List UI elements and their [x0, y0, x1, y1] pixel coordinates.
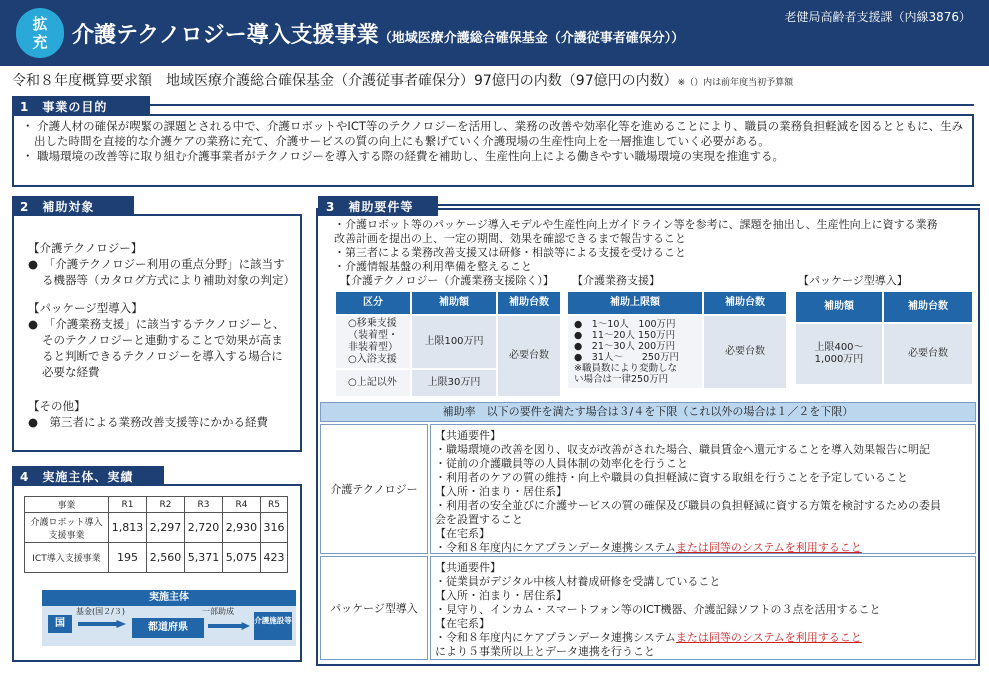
purpose-bullet-2: ・ 職場環境の改善等に取り組む介護事業者がテクノロジーを導入する際の経費を補助し、生産性向上による働きやすい職場環境の実現を推進する。	[22, 149, 784, 163]
results-header-cell: R5	[260, 497, 287, 513]
t2-amount-line: い場合は一律250万円	[574, 374, 669, 385]
t1-header-count: 補助台数	[498, 292, 560, 314]
t2-amount-line: ※職員数により変動しな	[574, 363, 677, 374]
t1-cat1-line: （装着型・	[348, 330, 398, 341]
budget-note: ※（）内は前年度当初予算額	[677, 78, 794, 88]
section3-rule	[438, 204, 980, 206]
req-tech-last-text: ・令和８年度内にケアプランデータ連携システム	[435, 541, 676, 554]
req-pkg-last	[435, 631, 975, 645]
section1-box	[12, 114, 974, 187]
target-heading-tech: 【介護テクノロジー】	[28, 241, 143, 255]
results-header-cell: R3	[184, 497, 222, 513]
flow-country: 国	[48, 615, 72, 633]
req-intro-3: ・第三者による業務改善支援又は研修・相談等による支援を受けること	[334, 246, 686, 259]
req-pkg-line: 【入所・泊まり・居住系】	[435, 589, 567, 602]
t2-header-amount: 補助上限額	[568, 292, 702, 314]
purpose-bullet-1: ・ 介護人材の確保が喫緊の課題とされる中で、介護ロボットやICT等のテクノロジーを活用し、業務の改善や効率化等を進めることにより、職員の業務負担軽減を図るとともに、生み出した時間を直接的な介護ケアの業務に充て、介護サービスの質の向上にも繋げていく介護現場の生産性向上を一層推進していく必要がある。	[22, 119, 964, 148]
req-pkg-box	[430, 556, 976, 660]
t1-header-amount: 補助額	[412, 292, 496, 314]
section1-rule	[150, 104, 974, 106]
section4-heading: 4 実施主体、実績	[12, 466, 164, 486]
results-cell: 195	[109, 543, 147, 573]
t2-amount-line: ● 1～10人 100万円	[574, 319, 676, 330]
t1-amount2: 上限30万円	[412, 370, 496, 396]
t1-cat1-line: ○入浴支援	[348, 354, 397, 365]
req-tech-last	[435, 541, 975, 555]
t1-title: 【介護テクノロジー（介護業務支援除く）】	[340, 274, 554, 287]
t2-header-count: 補助台数	[704, 292, 786, 314]
t1-cat2: ○上記以外	[336, 370, 410, 396]
req-tech-line: ・職場環境の改善を図り、収支が改善がされた場合、職員賃金へ還元することを導入効果報告に明記	[435, 443, 930, 456]
flow-partial-label: 一部助成	[202, 607, 234, 616]
req-tech-line: ・利用者のケアの質の維持・向上や職員の負担軽減に資する取組を行うことを予定していること	[435, 471, 908, 484]
t1-cat1-line: 非装着型）	[348, 342, 398, 353]
target-heading-other: 【その他】	[28, 399, 86, 413]
table-row	[25, 513, 288, 543]
t2-amount-line: ● 21～30人 200万円	[574, 341, 676, 352]
req-tech-box	[430, 424, 976, 554]
results-row-name: 介護ロボット導入支援事業	[25, 513, 109, 543]
req-tech-label: 介護テクノロジー	[320, 424, 428, 554]
section2-box	[12, 214, 302, 452]
req-pkg-label: パッケージ型導入	[320, 556, 428, 660]
subsidy-rate-bar: 補助率 以下の要件を満たす場合は３/４を下限（これ以外の場合は１／２を下限）	[320, 402, 976, 422]
results-cell: 5,075	[222, 543, 260, 573]
t2-amount-line: ● 11～20人 150万円	[574, 330, 676, 341]
req-pkg-last-red: または同等のシステムを利用すること	[675, 631, 862, 644]
t2-count: 必要台数	[704, 316, 786, 388]
section2-heading: 2 補助対象	[12, 196, 134, 216]
req-tech-line: 【共通要件】	[435, 429, 501, 442]
t1-amount1: 上限100万円	[412, 316, 496, 368]
results-row-name: ICT導入支援事業	[25, 543, 109, 573]
target-bullet-tech: ● 「介護テクノロジー利用の重点分野」に該当する機器等（カタログ方式により補助対象の判定）	[28, 257, 295, 287]
flow-fund-label: 基金(国２/３)	[76, 607, 125, 616]
flow-prefecture: 都道府県	[132, 618, 204, 638]
results-cell: 2,720	[184, 513, 222, 543]
results-cell: 2,560	[146, 543, 184, 573]
req-tech-line: 会を設置すること	[435, 513, 523, 526]
t3-amount-line-2: 1,000万円	[814, 354, 864, 365]
results-header-cell: R1	[109, 497, 147, 513]
t2-title: 【介護業務支援】	[572, 274, 660, 287]
target-bullet-package: ● 「介護業務支援」に該当するテクノロジーと、そのテクノロジーと連動することで効果が高まると判断できるテクノロジーを導入する場合に必要な経費	[28, 317, 285, 379]
section1-heading: 1 事業の目的	[12, 96, 150, 116]
title-sub: （地域医療介護総合確保基金（介護従事者確保分））	[378, 31, 685, 46]
t3-count: 必要台数	[884, 324, 972, 384]
t3-title: 【パッケージ型導入】	[798, 274, 908, 287]
req-tech-last-red: または同等のシステムを利用すること	[675, 541, 862, 554]
t1-cat1	[336, 316, 410, 368]
budget-line	[12, 70, 793, 90]
t3-amount	[796, 324, 882, 384]
results-cell: 5,371	[184, 543, 222, 573]
req-tech-line: 【在宅系】	[435, 527, 490, 540]
flow-arrow-1	[78, 620, 126, 628]
department-label: 老健局高齢者支援課（内線3876）	[784, 10, 971, 24]
section3-heading: 3 補助要件等	[318, 196, 438, 216]
expansion-badge	[16, 8, 64, 58]
results-table	[24, 496, 288, 573]
badge-line-2: 充	[32, 33, 48, 51]
req-pkg-end: により５事業所以上とデータ連携を行うこと	[435, 645, 655, 658]
req-intro-1: ・介護ロボット等のパッケージ導入モデルや生産性向上ガイドライン等を参考に、課題を抽出し、生産性向上に資する業務	[334, 218, 938, 231]
t1-count: 必要台数	[498, 316, 560, 396]
t3-header-count: 補助台数	[884, 292, 972, 322]
flow-office: 介護施設等	[254, 612, 292, 640]
req-pkg-line: ・見守り、インカム・スマートフォン等のICT機器、介護記録ソフトの３点を活用すること	[435, 603, 881, 616]
results-header-cell: 事業	[25, 497, 109, 513]
t3-header-amount: 補助額	[796, 292, 882, 322]
flow-title: 実施主体	[42, 590, 296, 606]
results-cell: 1,813	[109, 513, 147, 543]
req-pkg-line: 【共通要件】	[435, 561, 501, 574]
t2-amount-list	[568, 316, 702, 388]
badge-line-1: 拡	[32, 15, 48, 33]
t1-header-cat: 区分	[336, 292, 410, 314]
req-tech-line: 【入所・泊まり・居住系】	[435, 485, 567, 498]
t3-amount-line-1: 上限400～	[814, 342, 864, 353]
flow-diagram	[42, 606, 296, 646]
results-header-cell: R4	[222, 497, 260, 513]
req-intro-2: 改善計画を提出の上、一定の期間、効果を確認できるまで報告すること	[334, 232, 686, 245]
target-bullet-other: ● 第三者による業務改善支援等にかかる経費	[28, 415, 269, 429]
req-intro-4: ・介護情報基盤の利用準備を整えること	[334, 260, 532, 273]
results-cell: 2,930	[222, 513, 260, 543]
t2-amount-line: ● 31人～ 250万円	[574, 352, 680, 363]
title-main: 介護テクノロジー導入支援事業	[72, 23, 379, 48]
req-pkg-line: ・従業員がデジタル中核人材養成研修を受講していること	[435, 575, 721, 588]
page-title	[72, 18, 684, 49]
results-cell: 316	[260, 513, 287, 543]
req-tech-line: ・利用者の安全並びに介護サービスの質の確保及び職員の負担軽減に資する方策を検討するための委員	[435, 499, 941, 512]
req-pkg-line: 【在宅系】	[435, 617, 490, 630]
results-header-cell: R2	[146, 497, 184, 513]
flow-arrow-2	[208, 622, 250, 630]
budget-text: 令和８年度概算要求額 地域医療介護総合確保基金（介護従事者確保分）97億円の内数（97億円の内数）	[12, 73, 678, 89]
results-cell: 2,297	[146, 513, 184, 543]
target-heading-package: 【パッケージ型導入】	[28, 301, 143, 315]
results-cell: 423	[260, 543, 287, 573]
req-pkg-last-text: ・令和８年度内にケアプランデータ連携システム	[435, 631, 676, 644]
req-tech-line: ・従前の介護職員等の人員体制の効率化を行うこと	[435, 457, 688, 470]
t1-cat1-line: ○移乗支援	[348, 318, 397, 329]
table-row	[25, 543, 288, 573]
